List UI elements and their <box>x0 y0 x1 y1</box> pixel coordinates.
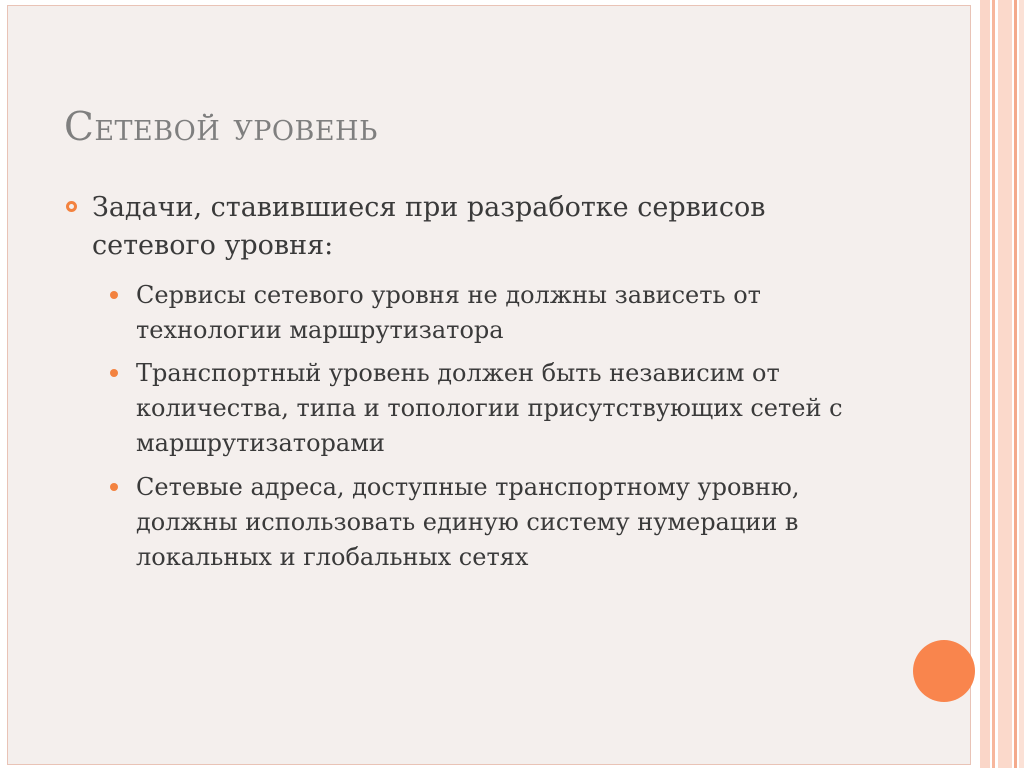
bullet-ring-icon <box>66 201 77 212</box>
sub-bullet-text: Сервисы сетевого уровня не должны зависеть от технологии маршрутизатора <box>136 281 761 344</box>
decorative-stripe <box>1014 0 1017 768</box>
decorative-stripe <box>1019 0 1024 768</box>
decorative-circle <box>913 640 975 702</box>
sub-bullet-text: Транспортный уровень должен быть независим от количества, типа и топологии присутствующих сетей с маршрутизаторами <box>136 359 843 457</box>
decorative-stripe <box>980 0 990 768</box>
sub-bullet-text: Сетевые адреса, доступные транспортному уровню, должны использовать единую систему нумерации в локальных и глобальных сетях <box>136 473 800 571</box>
bullet-dot-icon <box>110 483 118 491</box>
slide-title: Сетевой уровень <box>64 105 378 150</box>
decorative-stripe <box>998 0 1012 768</box>
main-bullet-text: Задачи, ставившиеся при разработке сервисов сетевого уровня: <box>92 192 766 261</box>
decorative-stripe <box>992 0 995 768</box>
bullet-dot-icon <box>110 369 118 377</box>
bullet-dot-icon <box>110 291 118 299</box>
